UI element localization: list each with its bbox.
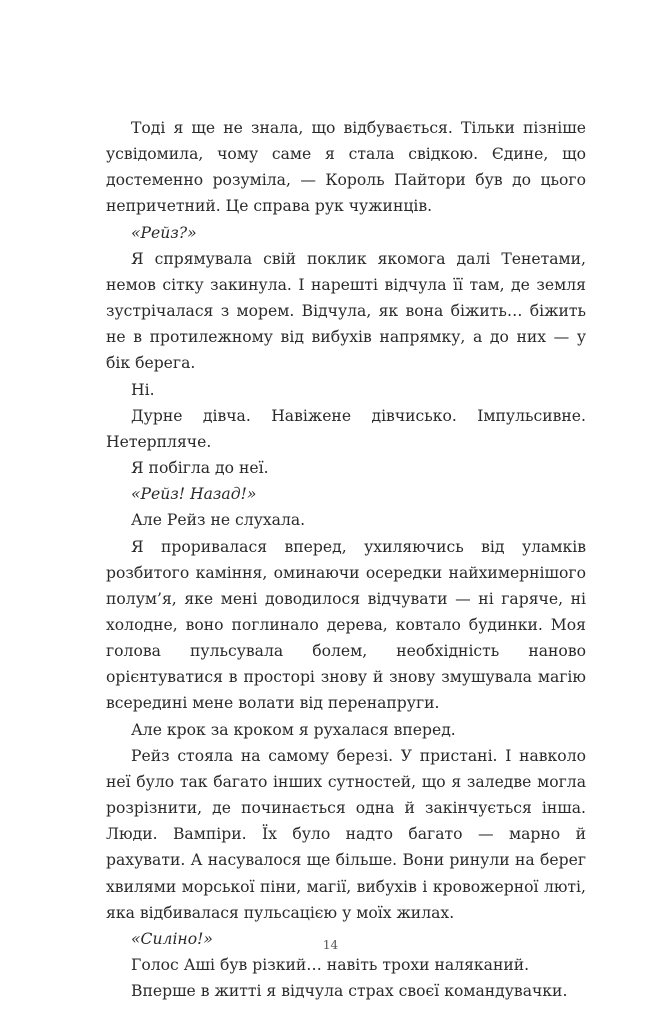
paragraph: Рейз стояла на самому березі. У пристані. І навколо неї було так багато інших сутностей, що я заледве могла розрізнити, де починається одна й закінчується інша. Люди. Вампіри. Їх було надто багато — марно й рахувати. А насувалося ще більше. Вони ринули на берег хвилями морської піни, магії, вибухів і кровожерної люті, яка відбивалася пульсацією у моїх жилах. — [106, 746, 586, 922]
paragraph: Голос Аші був різкий… навіть трохи наляканий. — [131, 956, 530, 974]
paragraph: Я проривалася вперед, ухиляючись від уламків розбитого каміння, оминаючи осередки найхимернішого полум’я, яке мені доводилося відчувати — ні гаряче, ні холодне, воно поглинало дерева, ковтало будинки. Моя голова пульсувала болем, необхідність наново орієнтуватися в просторі знову й знову змушувала магію всередині мене волати від перенапруги. — [106, 537, 586, 713]
paragraph: Але крок за кроком я рухалася вперед. — [131, 720, 456, 739]
paragraph: Але Рейз не слухала. — [131, 511, 306, 530]
paragraph: Ні. — [131, 380, 155, 399]
paragraph: Я спрямувала свій поклик якомога далі Тенетами, немов сітку закинула. І нарешті відчула її там, де земля зустрічалася з морем. Відчула, як вона біжить… біжить не в протилежному від вибухів напрямку, а до них — у бік берега. — [106, 249, 586, 373]
paragraph: Вперше в житті я відчула страх своєї командувачки. — [131, 982, 568, 1001]
paragraph: Я побігла до неї. — [131, 459, 269, 478]
dialogue-line: «Рейз! Назад!» — [131, 485, 257, 504]
page-number: 14 — [322, 938, 339, 952]
body-text — [106, 115, 586, 1004]
dialogue-line: «Рейз?» — [131, 223, 197, 242]
paragraph: Дурне дівча. Навіжене дівчисько. Імпульсивне. Нетерпляче. — [106, 406, 586, 451]
dialogue-line: «Силіно!» — [131, 929, 213, 948]
paragraph: Тоді я ще не знала, що відбувається. Тільки пізніше усвідомила, чому саме я стала свідкою. Єдине, що достеменно розуміла, — Король Пайтори був до цього непричетний. Це справа рук чужинців. — [106, 119, 586, 216]
